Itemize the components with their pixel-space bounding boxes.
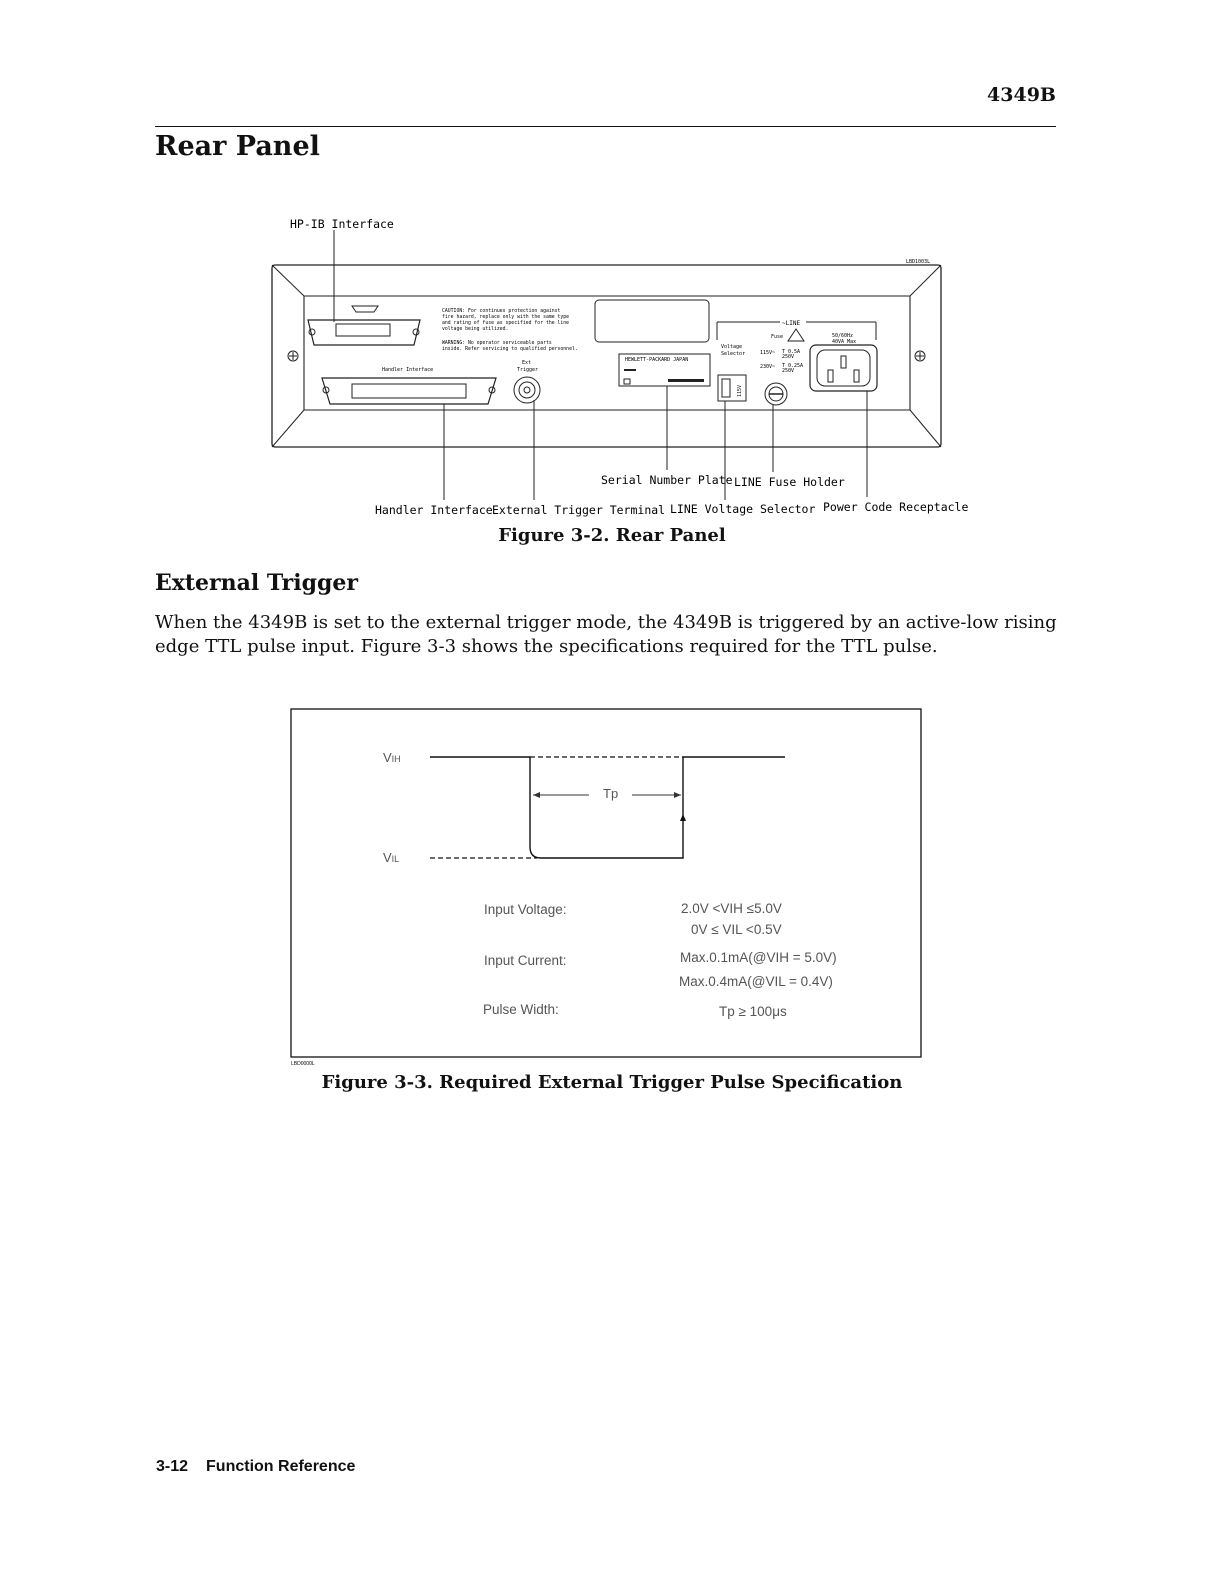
blank-plate xyxy=(595,300,709,342)
model-number: 4349B xyxy=(987,84,1056,106)
svg-text:Tp: Tp xyxy=(603,786,619,801)
svg-text:HEWLETT-PACKARD JAPAN: HEWLETT-PACKARD JAPAN xyxy=(625,357,689,363)
callout-ext-trigger: External Trigger Terminal xyxy=(492,503,666,517)
callout-hpib: HP-IB Interface xyxy=(290,217,394,231)
spec-input-current-label: Input Current: xyxy=(484,953,567,968)
subsection-title: External Trigger xyxy=(155,570,358,596)
svg-text:50/60Hz: 50/60Hz xyxy=(832,333,854,339)
page-footer xyxy=(156,1458,373,1476)
footer-section: Function Reference xyxy=(206,1458,356,1475)
figure3-ref-code: LBD0000L xyxy=(291,1061,315,1067)
rear-panel-figure xyxy=(0,0,1224,560)
svg-text:Fuse: Fuse xyxy=(771,334,784,340)
callout-serial: Serial Number Plate xyxy=(601,473,733,487)
page-number: 3-12 xyxy=(156,1458,189,1475)
svg-text:Selector: Selector xyxy=(721,351,746,357)
serial-number-plate xyxy=(619,354,710,386)
svg-text:T 0.5A: T 0.5A xyxy=(782,349,801,355)
svg-text:250V: 250V xyxy=(782,354,795,360)
svg-text:115V: 115V xyxy=(737,384,743,397)
pulse-waveform xyxy=(430,757,785,858)
hpib-connector xyxy=(308,306,420,345)
screw-right xyxy=(915,351,925,361)
svg-text:WARNING: No operator serviceab: WARNING: No operator serviceable parts xyxy=(442,341,552,346)
svg-text:T 0.25A: T 0.25A xyxy=(782,363,804,369)
line-fuse-holder xyxy=(765,383,787,405)
ext-trigger-connector xyxy=(514,360,540,403)
callout-line-fuse: LINE Fuse Holder xyxy=(734,475,845,489)
caution-text xyxy=(442,308,578,352)
spec-pulse-width-label: Pulse Width: xyxy=(483,1002,559,1017)
svg-text:fire hazard, replace only with: fire hazard, replace only with the same type xyxy=(442,315,570,320)
line-voltage-selector xyxy=(718,375,746,401)
svg-text:230V~: 230V~ xyxy=(760,364,776,370)
spec-table xyxy=(483,901,837,1019)
tp-dimension xyxy=(533,786,681,801)
svg-text:Voltage: Voltage xyxy=(721,344,743,350)
line-section xyxy=(717,320,876,374)
callout-power: Power Code Receptacle xyxy=(823,500,969,514)
figure2-caption: Figure 3-2. Rear Panel xyxy=(498,525,726,546)
figure2-ref-code: LBD1003L xyxy=(906,259,931,265)
svg-text:voltage being utilized.: voltage being utilized. xyxy=(442,327,509,332)
callout-line-voltage: LINE Voltage Selector xyxy=(670,502,816,516)
svg-text:CAUTION: For continues protect: CAUTION: For continues protection against xyxy=(442,309,561,314)
figure3-caption: Figure 3-3. Required External Trigger Pulse Specification xyxy=(321,1072,903,1093)
svg-text:Handler Interface: Handler Interface xyxy=(382,367,434,373)
svg-text:Ext: Ext xyxy=(522,360,532,366)
spec-input-voltage-label: Input Voltage: xyxy=(484,902,567,917)
svg-text:40VA Max: 40VA Max xyxy=(832,339,857,345)
spec-input-voltage-2: 0V ≤ VIL <0.5V xyxy=(691,922,782,937)
spec-input-voltage-1: 2.0V <VIH ≤5.0V xyxy=(681,901,782,916)
callout-handler: Handler Interface xyxy=(375,503,493,517)
power-receptacle xyxy=(810,345,877,391)
spec-input-current-2: Max.0.4mA(@VIL = 0.4V) xyxy=(679,974,833,989)
trigger-pulse-figure xyxy=(0,700,1224,1080)
spec-pulse-width: Tp ≥ 100μs xyxy=(719,1004,787,1019)
svg-text:inside. Refer servicing to qua: inside. Refer servicing to qualified personnel. xyxy=(442,347,578,352)
screw-left xyxy=(288,351,298,361)
body-paragraph: When the 4349B is set to the external trigger mode, the 4349B is triggered by an active-low rising edge TTL pulse input. Figure 3-3 shows the specifications required for the TTL pulse. xyxy=(155,612,1057,657)
svg-text:250V: 250V xyxy=(782,368,795,374)
svg-text:~LINE: ~LINE xyxy=(782,320,801,327)
svg-text:115V~: 115V~ xyxy=(760,350,776,356)
vil-label: VIL xyxy=(383,850,400,865)
spec-input-current-1: Max.0.1mA(@VIH = 5.0V) xyxy=(680,950,837,965)
svg-text:and rating of fuse as specifie: and rating of fuse as specified for the line xyxy=(442,321,570,326)
section-title: Rear Panel xyxy=(155,131,320,162)
handler-connector xyxy=(322,367,496,404)
vih-label: VIH xyxy=(383,750,401,765)
svg-text:Trigger: Trigger xyxy=(517,367,539,373)
